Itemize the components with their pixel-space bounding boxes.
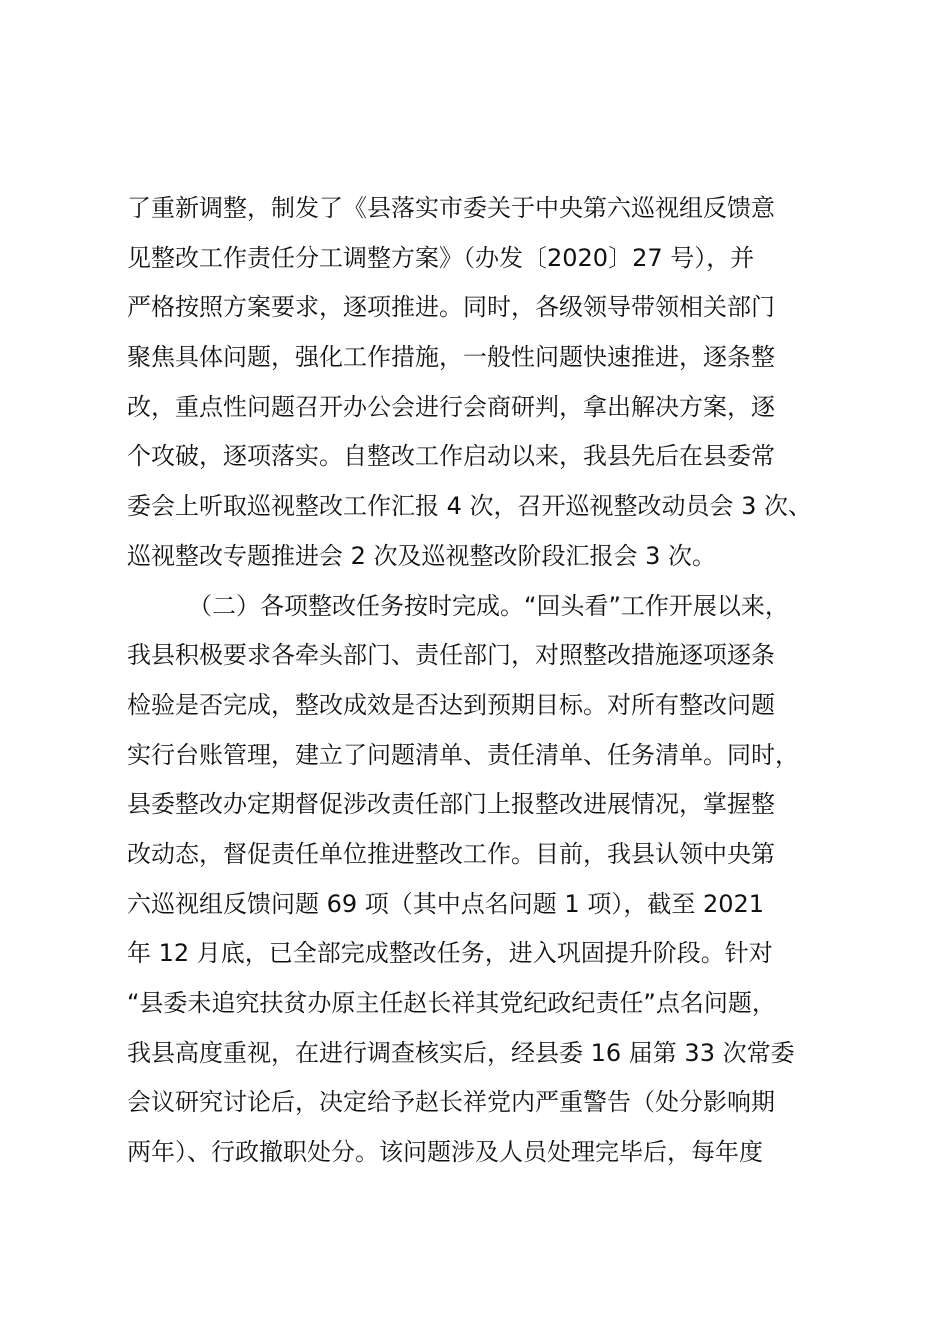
text-line: 六巡视组反馈问题 69 项（其中点名问题 1 项），截至 2021 — [127, 889, 765, 918]
text-line: 改，重点性问题召开办公会进行会商研判，拿出解决方案，逐 — [127, 392, 775, 421]
text-line: 两年）、行政撤职处分。该问题涉及人员处理完毕后，每年度 — [127, 1138, 763, 1167]
text-line: 我县高度重视，在进行调查核实后，经县委 16 届第 33 次常委 — [127, 1038, 795, 1067]
text-line: 会议研究讨论后，决定给予赵长祥党内严重警告（处分影响期 — [127, 1088, 775, 1117]
section-heading-line: （二）各项整改任务按时完成。“回头看”工作开展以来， — [127, 591, 789, 620]
text-line: 聚焦具体问题，强化工作措施，一般性问题快速推进，逐条整 — [127, 343, 775, 372]
text-line: 巡视整改专题推进会 2 次及巡视整改阶段汇报会 3 次。 — [127, 541, 717, 570]
text-line: 年 12 月底，已全部完成整改任务，进入巩固提升阶段。针对 — [127, 939, 773, 968]
text-line: 个攻破，逐项落实。自整改工作启动以来，我县先后在县委常 — [127, 442, 775, 471]
text-line: 县委整改办定期督促涉改责任部门上报整改进展情况，掌握整 — [127, 790, 775, 819]
body-text — [127, 184, 857, 1178]
text-line: “县委未追究扶贫办原主任赵长祥其党纪政纪责任”点名问题， — [127, 989, 776, 1017]
text-line: 见整改工作责任分工调整方案》（办发〔2020〕27 号），并 — [127, 243, 755, 272]
text-line: 委会上听取巡视整改工作汇报 4 次，召开巡视整改动员会 3 次、 — [127, 492, 813, 521]
text-line: 改动态，督促责任单位推进整改工作。目前，我县认领中央第 — [127, 839, 775, 868]
text-line: 了重新调整，制发了《县落实市委关于中央第六巡视组反馈意 — [127, 194, 775, 222]
text-line: 实行台账管理，建立了问题清单、责任清单、任务清单。同时， — [127, 740, 799, 769]
text-line: 检验是否完成，整改成效是否达到预期目标。对所有整改问题 — [127, 690, 775, 719]
text-line: 严格按照方案要求，逐项推进。同时，各级领导带领相关部门 — [127, 293, 775, 322]
text-line: 我县积极要求各牵头部门、责任部门，对照整改措施逐项逐条 — [127, 641, 775, 670]
